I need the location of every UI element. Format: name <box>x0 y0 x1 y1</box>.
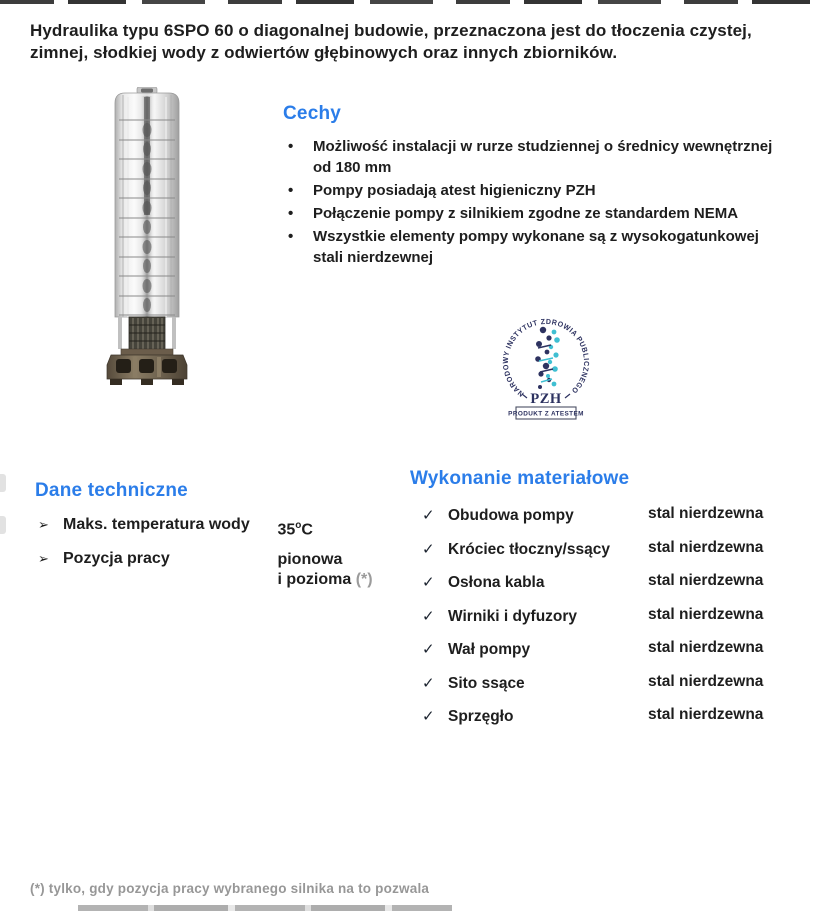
material-value: stal nierdzewna <box>648 672 764 690</box>
feature-text: Połączenie pompy z silnikiem zgodne ze standardem NEMA <box>313 205 739 222</box>
check-icon: ✓ <box>422 574 435 591</box>
feature-item <box>283 203 808 224</box>
features-list <box>283 136 808 268</box>
check-icon: ✓ <box>422 607 435 625</box>
arrow-bullet-icon: ➢ <box>38 517 49 532</box>
feature-text: Pompy posiadają atest higieniczny PZH <box>313 182 596 199</box>
feature-text: od 180 mm <box>313 159 392 176</box>
pump-body <box>115 93 179 317</box>
intro-line: Hydraulika typu 6SPO 60 o diagonalnej budowie, przeznaczona jest do tłoczenia czystej, <box>30 21 752 40</box>
pump-coupling-base <box>107 349 187 385</box>
check-icon: ✓ <box>422 708 435 725</box>
material-row <box>410 573 800 607</box>
temperature-unit: C <box>301 521 313 539</box>
technical-title: Dane techniczne <box>35 480 188 501</box>
material-value: stal nierdzewna <box>648 505 764 522</box>
temperature-value: 35 <box>277 521 296 539</box>
feature-item <box>283 136 808 178</box>
position-value-line: pionowa <box>277 551 343 569</box>
material-row <box>410 640 800 674</box>
material-row <box>410 607 800 641</box>
materials-title: Wykonanie materiałowe <box>410 468 630 489</box>
material-row <box>410 707 800 741</box>
material-row <box>410 674 800 708</box>
material-part: Sprzęgło <box>448 708 514 725</box>
feature-text: Wszystkie elementy pompy wykonane są z wysokogatunkowej <box>313 228 759 245</box>
material-value: stal nierdzewna <box>648 572 764 589</box>
material-part: Sito ssące <box>448 674 525 692</box>
pump-product-image <box>103 87 191 387</box>
material-part: Osłona kabla <box>448 574 545 591</box>
bottom-edge-artifact <box>78 905 452 911</box>
intro-paragraph <box>30 20 806 64</box>
material-row <box>410 506 800 540</box>
intro-line: zimnej, słodkiej wody z odwiertów głębinowych oraz innych zbiorników. <box>30 43 618 62</box>
material-value: stal nierdzewna <box>648 639 764 656</box>
material-row <box>410 540 800 574</box>
bullet-icon: • <box>288 205 294 222</box>
material-part: Obudowa pompy <box>448 507 574 524</box>
material-value: stal nierdzewna <box>648 706 764 723</box>
features-title: Cechy <box>283 103 342 124</box>
material-part: Wirniki i dyfuzory <box>448 607 578 625</box>
bullet-icon: • <box>288 228 294 245</box>
check-icon: ✓ <box>422 641 435 658</box>
position-value-line <box>277 570 372 590</box>
footnote-marker: (*) <box>355 571 373 589</box>
technical-label: Maks. temperatura wody <box>63 516 250 533</box>
technical-row <box>35 550 405 590</box>
footnote: (*) tylko, gdy pozycja pracy wybranego silnika na to pozwala <box>30 881 430 896</box>
material-part: Wał pompy <box>448 641 531 658</box>
material-value: stal nierdzewna <box>648 538 764 556</box>
pzh-ring-text: NARODOWY INSTYTUT ZDROWIA PUBLICZNEGO <box>500 316 592 399</box>
feature-item <box>283 180 808 201</box>
pzh-caption: PRODUKT Z ATESTEM <box>508 410 584 418</box>
check-icon: ✓ <box>422 674 435 692</box>
technical-value <box>277 550 372 590</box>
degree-symbol: o <box>295 520 302 531</box>
check-icon: ✓ <box>422 540 435 558</box>
top-edge-artifact <box>0 0 816 4</box>
pump-strainer <box>118 317 176 349</box>
left-edge-artifact <box>0 516 6 534</box>
left-edge-artifact <box>0 474 6 492</box>
dna-helix-icon <box>535 327 560 389</box>
feature-item <box>283 226 808 268</box>
material-part: Króciec tłoczny/ssący <box>448 540 610 558</box>
bullet-icon: • <box>288 138 294 155</box>
pzh-logo-text: PZH <box>530 391 562 407</box>
material-value: stal nierdzewna <box>648 605 764 623</box>
arrow-bullet-icon: ➢ <box>38 551 49 567</box>
check-icon: ✓ <box>422 507 435 524</box>
materials-section <box>410 468 800 741</box>
pzh-badge <box>491 314 601 422</box>
bullet-icon: • <box>288 182 294 199</box>
features-section <box>283 103 808 270</box>
technical-row <box>35 516 405 540</box>
technical-label: Pozycja pracy <box>63 550 170 568</box>
feature-text: stali nierdzewnej <box>313 249 434 266</box>
position-value-text: i pozioma <box>277 571 356 589</box>
technical-value <box>277 516 312 540</box>
feature-text: Możliwość instalacji w rurze studziennej o średnicy wewnętrznej <box>313 138 773 155</box>
technical-section <box>35 480 405 600</box>
